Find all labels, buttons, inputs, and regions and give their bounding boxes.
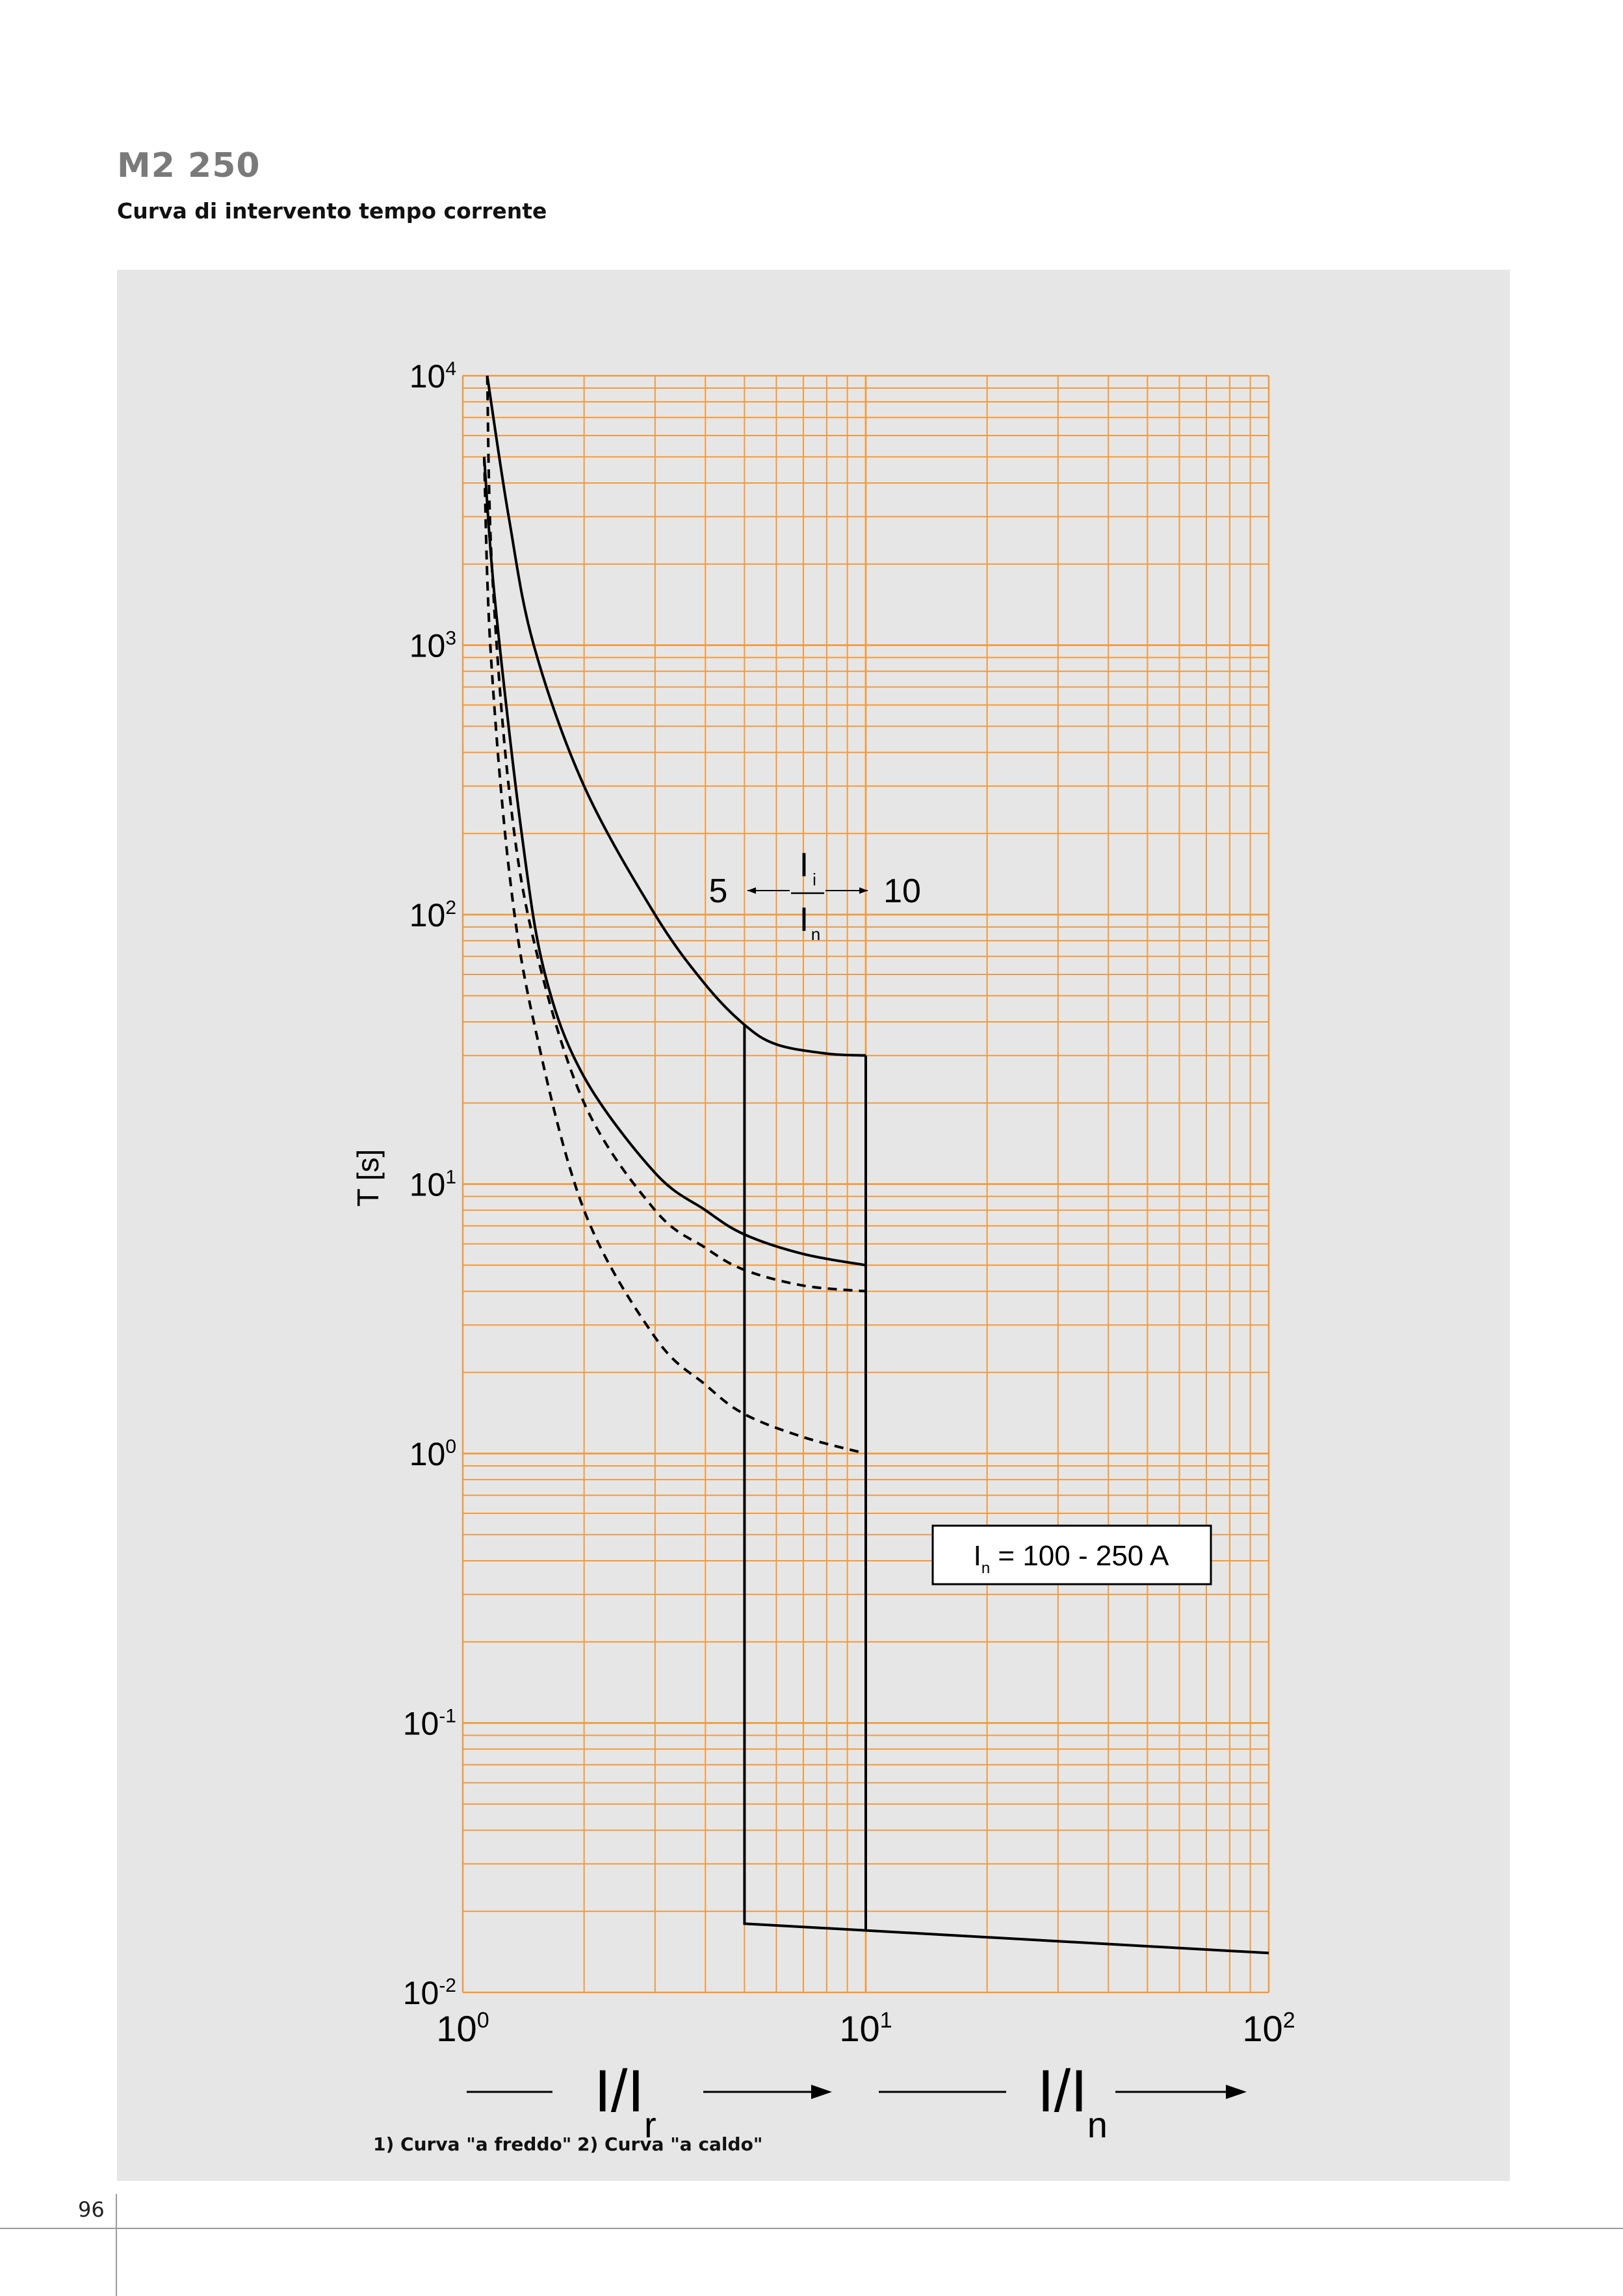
ratio-numerator-sub: i [812, 870, 816, 889]
y-tick-label: $10^3$ [409, 627, 456, 664]
ratio-numerator: I [799, 846, 809, 884]
rating-box [933, 1526, 1211, 1584]
rating-main: I [973, 1540, 981, 1572]
y-tick-labels [403, 358, 456, 2011]
footer-margin-rule [116, 2194, 117, 2296]
curve-series-1 [487, 376, 866, 1056]
x-axis-label-ir: $I/I_r$ [594, 2058, 656, 2145]
instant-range-low: 5 [708, 872, 728, 910]
curve-series-5 [744, 1025, 1269, 1953]
y-tick-label: $10^0$ [409, 1436, 456, 1472]
footer-rule [0, 2228, 1623, 2229]
y-tick-label: $10^1$ [409, 1166, 456, 1203]
instant-range-annotation [709, 846, 921, 944]
y-tick-label: $10^{-2}$ [402, 1975, 456, 2011]
footnote-hot-curve: 2) Curva "a caldo" [577, 2133, 763, 2155]
curves [484, 376, 1269, 1953]
x-tick-label: $10^1$ [839, 2008, 892, 2049]
ratio-denominator-sub: n [811, 924, 821, 944]
footnote-cold-curve: 1) Curva "a freddo" [373, 2133, 572, 2155]
page-number: 96 [78, 2197, 105, 2222]
rating-sub: n [981, 1559, 991, 1577]
rating-text: = 100 - 250 A [990, 1540, 1169, 1572]
y-tick-label: $10^4$ [409, 358, 456, 395]
x-axis-label-in: $I/I_n$ [1037, 2058, 1108, 2145]
x-axis-labels [467, 2058, 1247, 2145]
x-tick-label: $10^0$ [436, 2008, 489, 2049]
instant-range-high: 10 [883, 872, 921, 910]
y-tick-label: $10^2$ [409, 897, 456, 933]
x-tick-labels [436, 2008, 1295, 2049]
svg-text:In = 100 - 250 A [974, 1540, 1169, 1577]
page-title: M2 250 [117, 146, 261, 185]
y-tick-label: $10^{-1}$ [402, 1705, 456, 1742]
y-axis-label: T [s] [351, 1149, 385, 1207]
x-tick-label: $10^2$ [1242, 2008, 1295, 2049]
ratio-denominator: I [799, 901, 809, 939]
page-subtitle: Curva di intervento tempo corrente [117, 198, 547, 224]
